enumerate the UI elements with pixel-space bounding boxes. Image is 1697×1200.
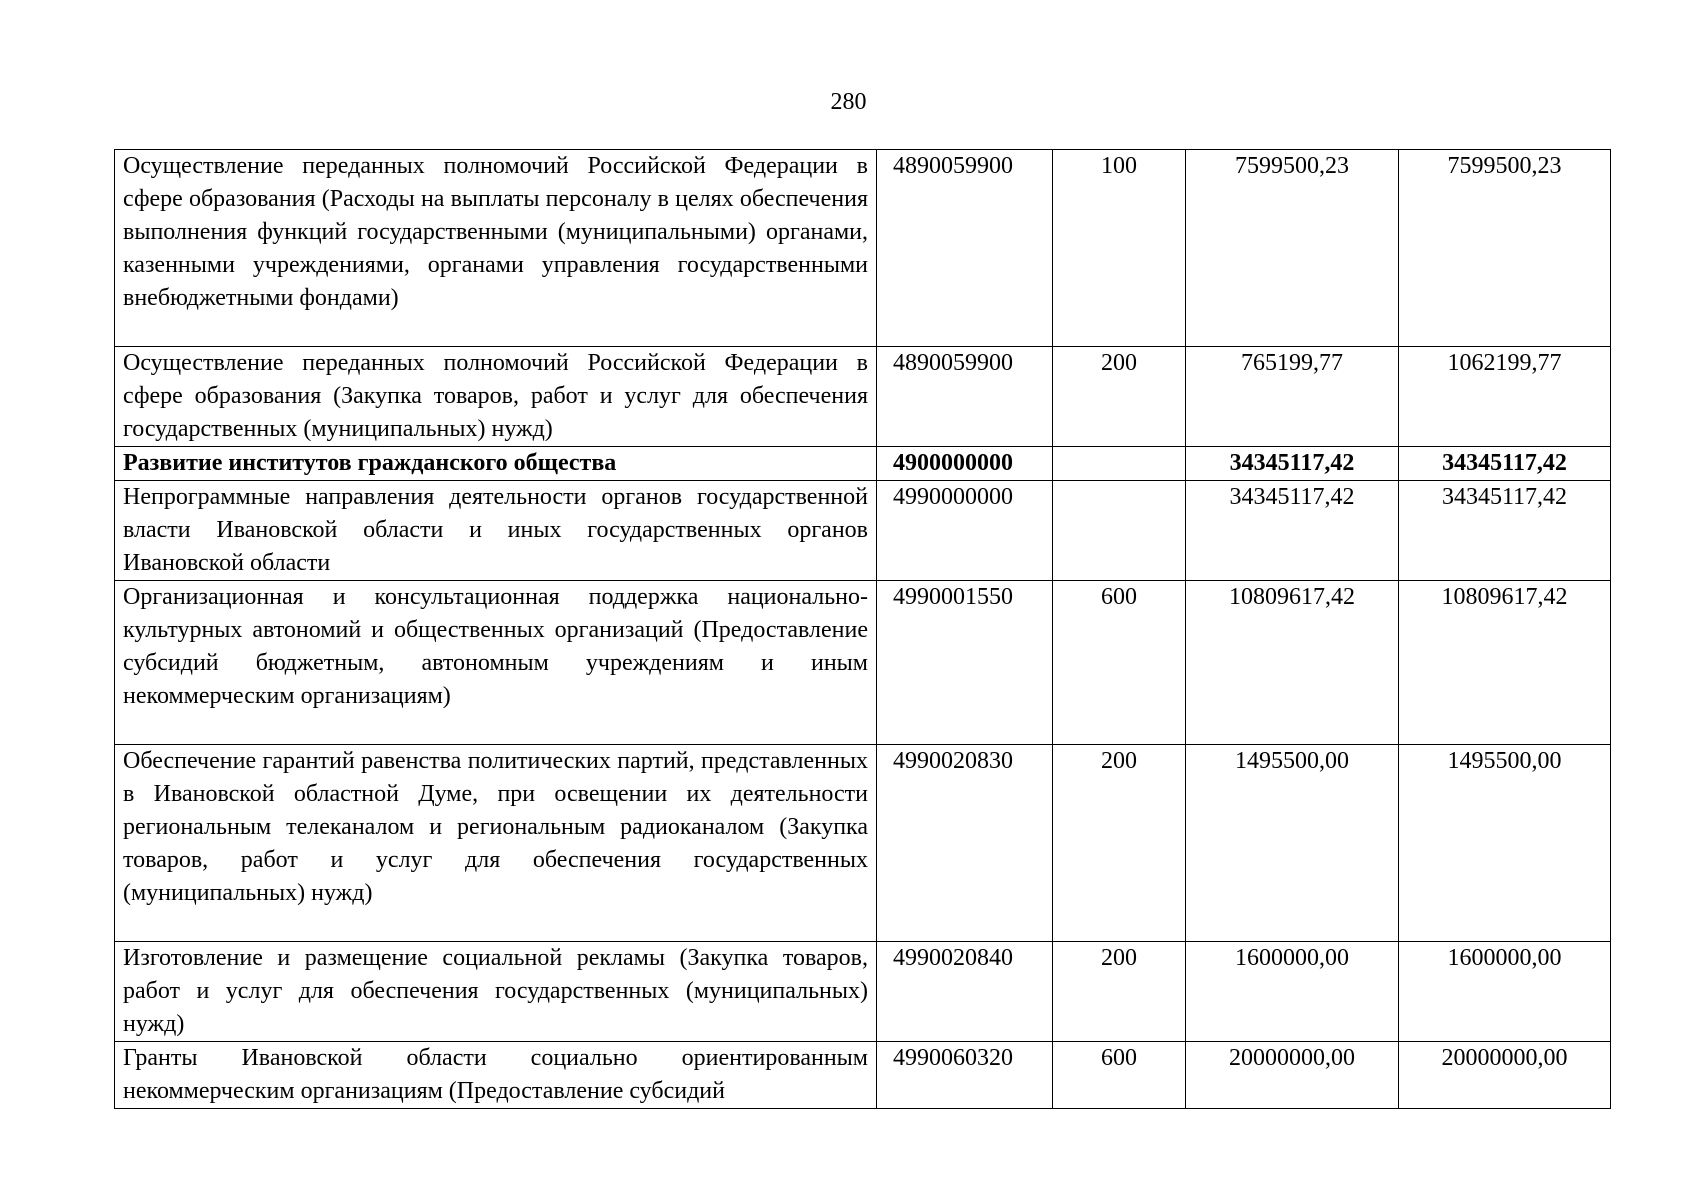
row-expense-type: 100 xyxy=(1053,150,1186,347)
row-expense-type: 200 xyxy=(1053,347,1186,447)
row-code: 4990000000 xyxy=(877,481,1053,581)
row-amount-2: 34345117,42 xyxy=(1399,481,1611,581)
row-description: Осуществление переданных полномочий Российской Федерации в сфере образования (Закупка товаров, работ и услуг для обеспечения государственных (муниципальных) нужд) xyxy=(115,347,877,447)
row-amount-1: 7599500,23 xyxy=(1186,150,1399,347)
table-row xyxy=(115,581,1611,745)
row-amount-1: 20000000,00 xyxy=(1186,1042,1399,1109)
table-row xyxy=(115,447,1611,481)
table-row xyxy=(115,150,1611,347)
row-amount-2: 34345117,42 xyxy=(1399,447,1611,481)
row-amount-2: 7599500,23 xyxy=(1399,150,1611,347)
row-description: Непрограммные направления деятельности органов государственной власти Ивановской области и иных государственных органов Ивановской области xyxy=(115,481,877,581)
row-description: Обеспечение гарантий равенства политических партий, представленных в Ивановской областной Думе, при освещении их деятельности региональным телеканалом и региональным радиоканалом (Закупка товаров, работ и услуг для обеспечения государственных (муниципальных) нужд) xyxy=(115,745,877,942)
budget-table xyxy=(114,149,1611,1109)
row-description: Развитие институтов гражданского общества xyxy=(115,447,877,481)
row-amount-1: 1495500,00 xyxy=(1186,745,1399,942)
row-description: Осуществление переданных полномочий Российской Федерации в сфере образования (Расходы на выплаты персоналу в целях обеспечения выполнения функций государственными (муниципальными) органами, казенными учреждениями, органами управления государственными внебюджетными фондами) xyxy=(115,150,877,347)
row-code: 4990060320 xyxy=(877,1042,1053,1109)
row-code: 4890059900 xyxy=(877,150,1053,347)
row-amount-1: 34345117,42 xyxy=(1186,481,1399,581)
table-row xyxy=(115,347,1611,447)
row-code: 4990020830 xyxy=(877,745,1053,942)
page-number: 280 xyxy=(830,89,867,115)
table-row xyxy=(115,1042,1611,1109)
row-expense-type: 600 xyxy=(1053,1042,1186,1109)
row-code: 4900000000 xyxy=(877,447,1053,481)
row-amount-2: 20000000,00 xyxy=(1399,1042,1611,1109)
row-expense-type: 600 xyxy=(1053,581,1186,745)
row-code: 4990001550 xyxy=(877,581,1053,745)
row-description: Организационная и консультационная поддержка национально-культурных автономий и общественных организаций (Предоставление субсидий бюджетным, автономным учреждениям и иным некоммерческим организациям) xyxy=(115,581,877,745)
row-amount-1: 1600000,00 xyxy=(1186,942,1399,1042)
row-expense-type xyxy=(1053,447,1186,481)
row-amount-2: 1062199,77 xyxy=(1399,347,1611,447)
row-expense-type xyxy=(1053,481,1186,581)
row-amount-2: 1600000,00 xyxy=(1399,942,1611,1042)
row-description: Изготовление и размещение социальной рекламы (Закупка товаров, работ и услуг для обеспечения государственных (муниципальных) нужд) xyxy=(115,942,877,1042)
row-amount-2: 10809617,42 xyxy=(1399,581,1611,745)
row-expense-type: 200 xyxy=(1053,942,1186,1042)
table-row xyxy=(115,481,1611,581)
row-code: 4890059900 xyxy=(877,347,1053,447)
row-expense-type: 200 xyxy=(1053,745,1186,942)
row-description: Гранты Ивановской области социально ориентированным некоммерческим организациям (Предоставление субсидий xyxy=(115,1042,877,1109)
row-amount-1: 34345117,42 xyxy=(1186,447,1399,481)
row-amount-1: 765199,77 xyxy=(1186,347,1399,447)
row-amount-1: 10809617,42 xyxy=(1186,581,1399,745)
row-amount-2: 1495500,00 xyxy=(1399,745,1611,942)
table-row xyxy=(115,745,1611,942)
row-code: 4990020840 xyxy=(877,942,1053,1042)
table-row xyxy=(115,942,1611,1042)
